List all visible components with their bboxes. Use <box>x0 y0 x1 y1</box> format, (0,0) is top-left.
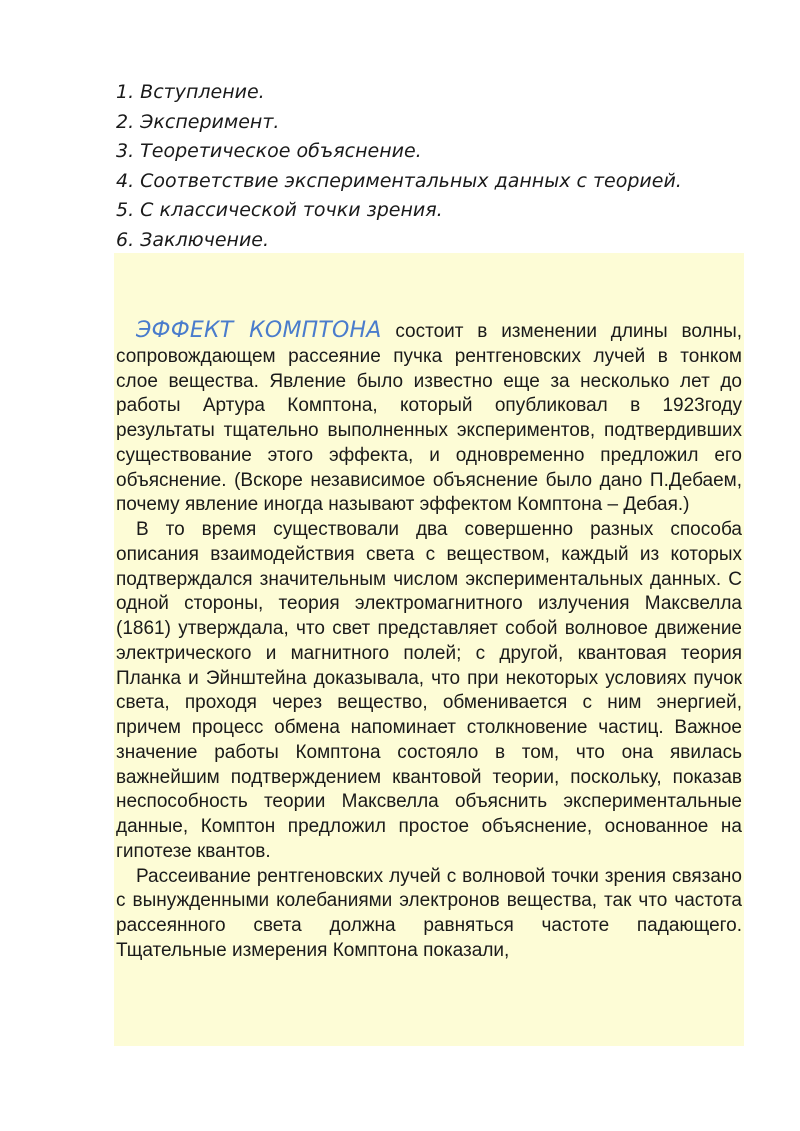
paragraph-text: состоит в изменении длины волны, сопровождающем рассеяние пучка рентгеновских лучей в тонком слое вещества. Явление было известно еще за несколько лет до работы Артура Комптона, который опубликовал в 1923году результаты тщательно выполненных экспериментов, подтвердивших существование этого эффекта, и одновременно предложил его объяснение. (Вскоре независимое объяснение было дано П.Дебаем, почему явление иногда называют эффектом Комптона – Дебая.) <box>116 321 743 516</box>
toc-item-classical-view: 5. С классической точки зрения. <box>116 199 443 221</box>
article-body <box>116 319 742 964</box>
toc-item-introduction: 1. Вступление. <box>116 81 265 103</box>
article-paragraph-intro <box>116 319 742 518</box>
article-heading: ЭФФЕКТ КОМПТОНА <box>136 318 382 343</box>
article-highlight-block <box>114 253 744 1046</box>
toc-item-conclusion: 6. Заключение. <box>116 228 270 251</box>
toc-item-theoretical-explanation: 3. Теоретическое объяснение. <box>116 140 422 162</box>
article-paragraph-wave-view: Рассеивание рентгеновских лучей с волновой точки зрения связано с вынужденными колебаниями электронов вещества, так что частота рассеянного света должна равняться частоте падающего. Тщательные измерения Комптона показали, <box>116 865 742 961</box>
article-paragraph-two-descriptions: В то время существовали два совершенно разных способа описания взаимодействия света с веществом, каждый из которых подтверждался значительным числом экспериментальных данных. С одной стороны, теория электромагнитного излучения Максвелла (1861) утверждала, что свет представляет собой волновое движение электрического и магнитного полей; с другой, квантовая теория Планка и Эйнштейна доказывала, что при некоторых условиях пучок света, проходя через вещество, обменивается с ним энергией, причем процесс обмена напоминает столкновение частиц. Важное значение работы Комптона состояло в том, что она явилась важнейшим подтверждением квантовой теории, поскольку, показав неспособность теории Максвелла объяснить экспериментальные данные, Комптон предложил простое объяснение, основанное на гипотезе квантов. <box>116 519 742 862</box>
toc-item-experiment: 2. Эксперимент. <box>116 110 280 133</box>
table-of-contents <box>116 78 756 255</box>
toc-item-data-vs-theory: 4. Соответствие экспериментальных данных с теорией. <box>116 169 682 192</box>
